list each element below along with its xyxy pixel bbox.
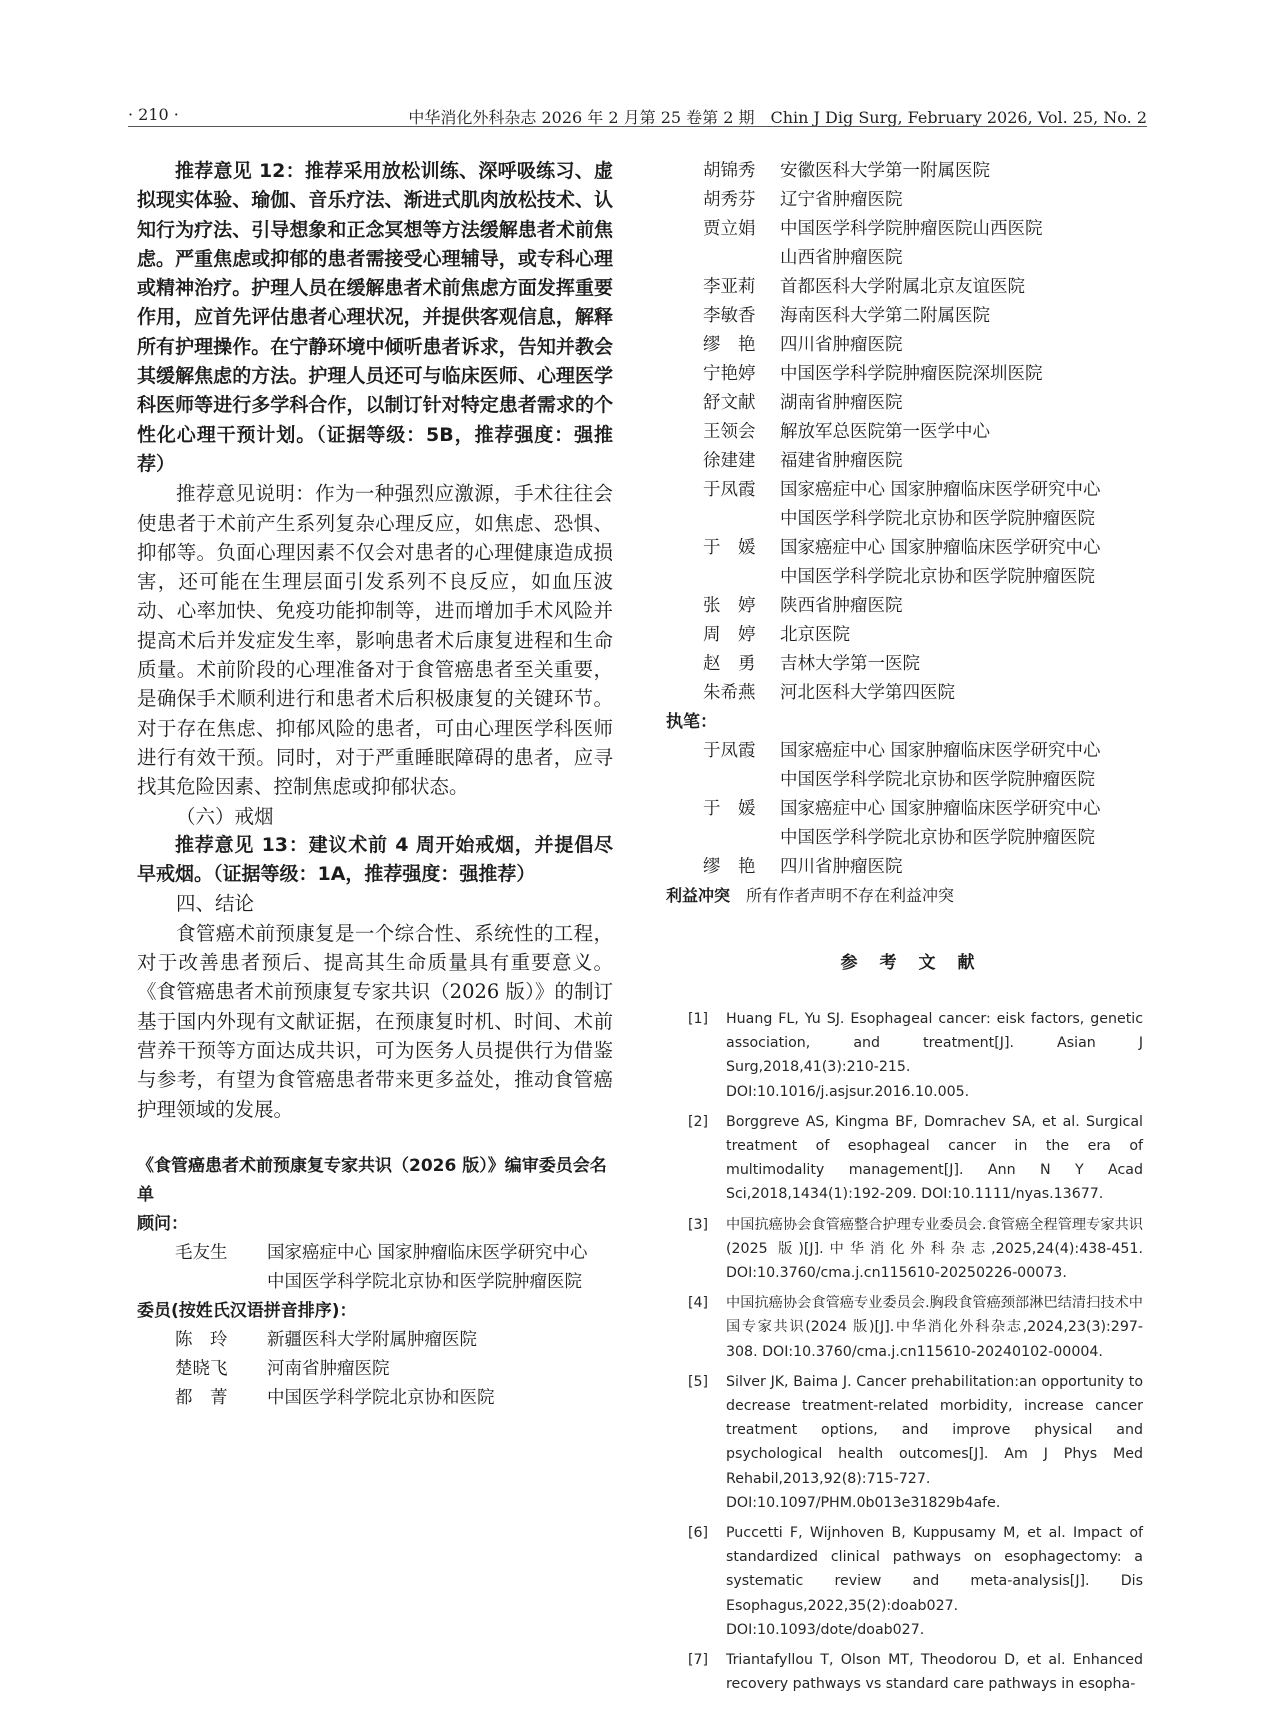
member-name: 徐建建: [703, 451, 756, 471]
member-name: 胡锦秀: [703, 161, 756, 181]
committee-member: [137, 1239, 613, 1297]
recommendation-13: 推荐意见 13：建议术前 4 周开始戒烟，并提倡尽早戒烟。（证据等级：1A，推荐强度：强推荐）: [137, 833, 613, 886]
member-name: 舒文献: [703, 393, 756, 413]
committee-member: [668, 592, 1147, 621]
member-name: 于凤霞: [703, 741, 756, 761]
member-affiliation: [780, 157, 1147, 186]
journal-citation: 中华消化外科杂志 2026 年 2 月第 25 卷第 2 期 Chin J Dig Surg, February 2026, Vol. 25, No. 2: [408, 108, 1147, 127]
advisor-list: [137, 1239, 613, 1297]
affiliation-line: 海南医科大学第二附属医院: [780, 306, 990, 326]
member-name: 胡秀芬: [703, 190, 756, 210]
reference-text: Huang FL, Yu SJ. Esophageal cancer: eisk factors, genetic association, and treatment[J]. Asian J Surg,2018,41(3):210-215. DOI:10.1016/j.asjsur.2016.10.005.: [726, 1011, 1143, 1100]
committee-title: 《食管癌患者术前预康复专家共识（2026 版）》编审委员会名单: [137, 1155, 607, 1205]
writers-label: 执笔：: [666, 712, 717, 732]
reference-item: [668, 1648, 1147, 1696]
page-number: · 210 ·: [128, 105, 179, 124]
member-affiliation: [780, 331, 1147, 360]
member-name: 朱希燕: [703, 683, 756, 703]
member-affiliation: [780, 476, 1147, 534]
member-name: 周 婷: [703, 625, 756, 645]
committee-member: [668, 215, 1147, 273]
member-affiliation: [780, 650, 1147, 679]
member-name: 赵 勇: [703, 654, 756, 674]
reference-number: [3]: [688, 1216, 709, 1233]
conclusion-paragraph: 食管癌术前预康复是一个综合性、系统性的工程，对于改善患者预后、提高其生命质量具有重要意义。《食管癌患者术前预康复专家共识（2026 版）》的制订基于国内外现有文献证据，在预康复时机、时间、术前营养干预等方面达成共识，可为医务人员提供行为借鉴与参考，有望为食管癌患者带来更多益处，推动食管癌护理领域的发展。: [137, 921, 613, 1121]
member-affiliation: [780, 186, 1147, 215]
reference-item: [668, 1110, 1147, 1207]
affiliation-line: 中国医学科学院北京协和医学院肿瘤医院: [267, 1271, 582, 1292]
reference-item: [668, 1213, 1147, 1286]
affiliation-line: 国家癌症中心 国家肿瘤临床医学研究中心: [780, 480, 1101, 500]
committee-member: [668, 650, 1147, 679]
member-affiliation: [780, 389, 1147, 418]
member-name: 王领会: [703, 422, 756, 442]
member-name: 都 菁: [175, 1387, 228, 1408]
committee-member: [137, 1326, 613, 1355]
member-name: 李亚莉: [703, 277, 756, 297]
conflict-of-interest: [666, 882, 1147, 910]
running-header: [128, 103, 1147, 127]
member-list-left: [137, 1326, 613, 1413]
member-name: 缪 艳: [703, 335, 756, 355]
committee-member: [137, 1355, 613, 1384]
coi-label: 利益冲突: [666, 886, 731, 905]
member-affiliation: 新疆医科大学附属肿瘤医院: [267, 1329, 477, 1350]
left-column: [137, 157, 613, 1413]
reference-list: [668, 1007, 1147, 1696]
member-affiliation: [267, 1239, 613, 1297]
member-name: 张 婷: [703, 596, 756, 616]
member-affiliation: [780, 360, 1147, 389]
committee-member: [668, 679, 1147, 708]
member-name: 于 媛: [703, 799, 756, 819]
member-affiliation: 中国医学科学院北京协和医院: [267, 1387, 495, 1408]
member-name: 缪 艳: [703, 857, 756, 877]
member-name: 楚晓飞: [175, 1358, 228, 1379]
committee-member: [668, 534, 1147, 592]
committee-member: [668, 476, 1147, 534]
member-list-right: [668, 157, 1147, 708]
affiliation-line: 国家癌症中心 国家肿瘤临床医学研究中心: [780, 538, 1101, 558]
reference-text: Triantafyllou T, Olson MT, Theodorou D, et al. Enhanced recovery pathways vs standard care pathways in esopha-: [726, 1652, 1143, 1693]
committee-member: [137, 1384, 613, 1413]
committee-member: [668, 186, 1147, 215]
member-affiliation: [780, 592, 1147, 621]
reference-number: [1]: [688, 1011, 709, 1027]
affiliation-line: 吉林大学第一医院: [780, 654, 920, 674]
member-affiliation: [780, 621, 1147, 650]
committee-member: [668, 737, 1147, 795]
affiliation-line: 湖南省肿瘤医院: [780, 393, 903, 413]
reference-number: [7]: [688, 1652, 709, 1669]
section-smoking-heading: （六）戒烟: [176, 804, 274, 828]
affiliation-line: 首都医科大学附属北京友谊医院: [780, 277, 1025, 297]
affiliation-line: 北京医院: [780, 625, 850, 645]
member-affiliation: [780, 215, 1147, 273]
committee-member: [668, 853, 1147, 882]
reference-item: [668, 1370, 1147, 1515]
committee-member: [668, 273, 1147, 302]
member-affiliation: [780, 302, 1147, 331]
committee-member: [668, 157, 1147, 186]
coi-statement: 所有作者声明不存在利益冲突: [746, 886, 955, 905]
member-name: 于凤霞: [703, 480, 756, 500]
committee-member: [668, 389, 1147, 418]
member-affiliation: [780, 679, 1147, 708]
committee-member: [668, 331, 1147, 360]
committee-member: [668, 418, 1147, 447]
committee-member: [668, 795, 1147, 853]
committee-member: [668, 360, 1147, 389]
reference-text: 中国抗癌协会食管癌专业委员会.胸段食管癌颈部淋巴结清扫技术中国专家共识(2024 版)[J].中华消化外科杂志,2024,23(3):297-308. DOI:10.3760/cma.j.cn115610-20240102-00004.: [726, 1295, 1143, 1360]
advisor-label: 顾问：: [137, 1213, 188, 1234]
member-affiliation: [780, 737, 1147, 795]
member-name: 李敏香: [703, 306, 756, 326]
affiliation-line: 国家癌症中心 国家肿瘤临床医学研究中心: [267, 1242, 588, 1263]
member-affiliation: [780, 795, 1147, 853]
recommendation-12: 推荐意见 12：推荐采用放松训练、深呼吸练习、虚拟现实体验、瑜伽、音乐疗法、渐进式肌肉放松技术、认知行为疗法、引导想象和正念冥想等方法缓解患者术前焦虑。严重焦虑或抑郁的患者需接受心理辅导，或专科心理或精神治疗。护理人员在缓解患者术前焦虑方面发挥重要作用，应首先评估患者心理状况，并提供客观信息，解释所有护理操作。在宁静环境中倾听患者诉求，告知并教会其缓解焦虑的方法。护理人员还可与临床医师、心理医学科医师等进行多学科合作，以制订针对特定患者需求的个性化心理干预计划。（证据等级：5B，推荐强度：强推荐）: [137, 160, 613, 475]
affiliation-line: 四川省肿瘤医院: [780, 857, 903, 877]
affiliation-line: 中国医学科学院北京协和医学院肿瘤医院: [780, 770, 1095, 790]
reference-number: [2]: [688, 1113, 709, 1130]
affiliation-line: 国家癌症中心 国家肿瘤临床医学研究中心: [780, 741, 1101, 761]
affiliation-line: 福建省肿瘤医院: [780, 451, 903, 471]
member-affiliation: [780, 273, 1147, 302]
affiliation-line: 中国医学科学院北京协和医学院肿瘤医院: [780, 828, 1095, 848]
references-heading: 参考文献: [840, 953, 997, 973]
affiliation-line: 中国医学科学院肿瘤医院深圳医院: [780, 364, 1043, 384]
reference-text: Puccetti F, Wijnhoven B, Kuppusamy M, et al. Impact of standardized clinical pathways on esophagectomy: a systematic review and meta-analysis[J]. Dis Esophagus,2022,35(2):doab027. DOI:10.1093/dote/doab027.: [726, 1525, 1143, 1638]
writer-list: [668, 737, 1147, 882]
member-name: 毛友生: [175, 1242, 228, 1263]
member-name: 陈 玲: [175, 1329, 228, 1350]
member-affiliation: [780, 447, 1147, 476]
reference-text: Borggreve AS, Kingma BF, Domrachev SA, et al. Surgical treatment of esophageal cancer in the era of multimodality management[J]. Ann N Y Acad Sci,2018,1434(1):192-209. DOI:10.1111/nyas.13677.: [726, 1113, 1143, 1203]
committee-member: [668, 302, 1147, 331]
section-conclusion-heading: 四、结论: [176, 892, 255, 916]
reference-item: [668, 1007, 1147, 1104]
reference-number: [6]: [688, 1525, 709, 1542]
member-name: 宁艳婷: [703, 364, 756, 384]
member-name: 于 媛: [703, 538, 756, 558]
affiliation-line: 解放军总医院第一医学中心: [780, 422, 990, 442]
affiliation-line: 安徽医科大学第一附属医院: [780, 161, 990, 181]
reference-number: [5]: [688, 1373, 709, 1390]
affiliation-line: 陕西省肿瘤医院: [780, 596, 903, 616]
reference-item: [668, 1521, 1147, 1642]
member-affiliation: [780, 418, 1147, 447]
committee-member: [668, 621, 1147, 650]
member-name: 贾立娟: [703, 219, 756, 239]
affiliation-line: 中国医学科学院北京协和医学院肿瘤医院: [780, 509, 1095, 529]
reference-text: Silver JK, Baima J. Cancer prehabilitation:an opportunity to decrease treatment-related morbidity, increase cancer treatment options, and improve physical and psychological health outcomes[J]. Am J Phys Med Rehabil,2013,92(8):715-727. DOI:10.1097/PHM.0b013e31829b4afe.: [726, 1373, 1143, 1511]
affiliation-line: 国家癌症中心 国家肿瘤临床医学研究中心: [780, 799, 1101, 819]
member-affiliation: [780, 534, 1147, 592]
reference-item: [668, 1291, 1147, 1364]
affiliation-line: 河北医科大学第四医院: [780, 683, 955, 703]
reference-text: 中国抗癌协会食管癌整合护理专业委员会.食管癌全程管理专家共识(2025 版)[J].中华消化外科杂志,2025,24(4):438-451. DOI:10.3760/cma.j.cn115610-20250226-00073.: [726, 1216, 1143, 1282]
header-rule: [128, 126, 1147, 127]
affiliation-line: 四川省肿瘤医院: [780, 335, 903, 355]
affiliation-line: 山西省肿瘤医院: [780, 248, 903, 268]
affiliation-line: 中国医学科学院肿瘤医院山西医院: [780, 219, 1043, 239]
recommendation-12-explanation: 推荐意见说明：作为一种强烈应激源，手术往往会使患者于术前产生系列复杂心理反应，如焦虑、恐惧、抑郁等。负面心理因素不仅会对患者的心理健康造成损害，还可能在生理层面引发系列不良反应，如血压波动、心率加快、免疫功能抑制等，进而增加手术风险并提高术后并发症发生率，影响患者术后康复进程和生命质量。术前阶段的心理准备对于食管癌患者至关重要，是确保手术顺利进行和患者术后积极康复的关键环节。对于存在焦虑、抑郁风险的患者，可由心理医学科医师进行有效干预。同时，对于严重睡眠障碍的患者，应寻找其危险因素、控制焦虑或抑郁状态。: [137, 482, 613, 799]
committee-member: [668, 447, 1147, 476]
reference-number: [4]: [688, 1295, 709, 1312]
member-affiliation: [780, 853, 1147, 882]
member-affiliation: 河南省肿瘤医院: [267, 1358, 390, 1379]
right-column: [668, 157, 1147, 1702]
affiliation-line: 中国医学科学院北京协和医学院肿瘤医院: [780, 567, 1095, 587]
members-label: 委员(按姓氏汉语拼音排序)：: [137, 1300, 357, 1321]
affiliation-line: 辽宁省肿瘤医院: [780, 190, 903, 210]
